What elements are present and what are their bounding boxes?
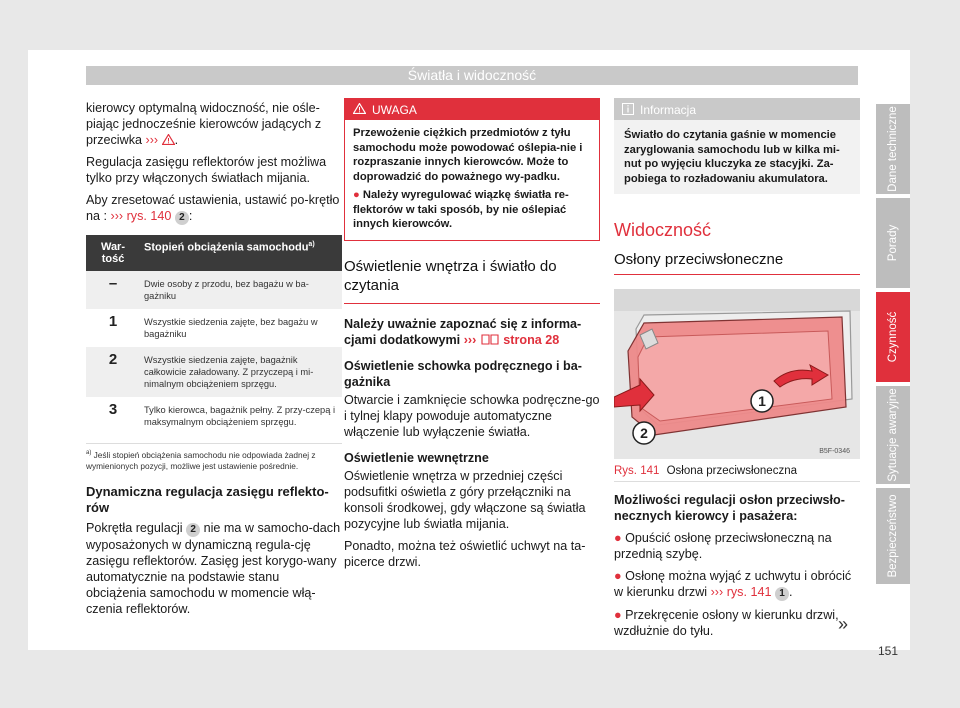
- continue-mark: »: [838, 614, 849, 634]
- callout-badge: 2: [186, 523, 200, 537]
- table-row: – Dwie osoby z przodu, bez bagażu w ba-gażniku: [86, 271, 342, 309]
- table-row: 1 Wszystkie siedzenia zajęte, bez bagażu w bagażniku: [108, 313, 318, 339]
- paragraph-interior: Oświetlenie wnętrza w przedniej części podsufitki oświetla z góry przełączniki na konsoli środkowej, gdy włączone są światła pozycyjne lub światła mijania.: [344, 468, 586, 531]
- info-icon: [622, 103, 634, 115]
- bullet-item: ● Przekręcenie osłony w kierunku drzwi, wzdłużnie do tyłu.: [614, 608, 839, 638]
- load-table: [86, 235, 342, 435]
- subsection-title: Osłony przeciwsłoneczne: [614, 251, 784, 268]
- table-header-value: War-tość: [86, 235, 140, 271]
- tab-bezpieczenstwo[interactable]: Bezpieczeństwo: [876, 488, 910, 584]
- heading-glovebox: Oświetlenie schowka podręcznego i ba-gażnika: [344, 358, 582, 389]
- chapter-title: Widoczność: [614, 220, 712, 240]
- bullet-item: ● Osłonę można wyjąć z uchwytu i obrócić w kierunku drzwi ››› rys. 141 1 .: [614, 569, 852, 599]
- table-header-desc: Stopień obciążenia samochodu$^{a)}$: [140, 235, 342, 271]
- paragraph-regulation: Regulacja zasięgu reflektorów jest możliwa tylko przy włączonych światłach mijania.: [86, 155, 327, 185]
- figure-code: B5F-0346: [819, 448, 850, 455]
- paragraph-intro: kierowcy optymalną widoczność, nie ośle-piając jednocześnie kierowców jadących z przeciwka ››› .: [86, 101, 322, 147]
- warning-box: [344, 98, 600, 241]
- tab-porady[interactable]: Porady: [876, 198, 910, 288]
- figure-link[interactable]: rys. 140: [126, 209, 172, 223]
- warning-triangle-icon: [162, 134, 175, 145]
- column-1: [86, 100, 342, 623]
- tab-dane-techniczne[interactable]: Dane techniczne: [876, 104, 910, 194]
- warning-header: UWAGA: [345, 98, 599, 120]
- page-header: Światła i widoczność: [86, 66, 858, 85]
- paragraph-glovebox: Otwarcie i zamknięcie schowka podręczne-go i tylnej klapy powoduje automatyczne włączenie lub wyłączenie światła.: [344, 392, 600, 439]
- heading-interior: Oświetlenie wewnętrzne: [344, 450, 489, 465]
- info-body: Światło do czytania gaśnie w momencie zaryglowania samochodu lub w kilka mi-nut po wyjęciu kluczyka ze stacyjki. Za-pobiega to rozładowaniu akumulatora.: [624, 129, 840, 185]
- intro-paragraph: Należy uważnie zapoznać się z informa-cjami dodatkowymi ››› strona 28: [344, 316, 582, 347]
- paragraph-reset: Aby zresetować ustawienia, ustawić po-krętło na : ››› rys. 140 2 :: [86, 193, 340, 223]
- callout-badge: 1: [775, 587, 789, 601]
- table-row: 2 Wszystkie siedzenia zajęte, bagażnik całkowicie załadowany. Z przyczepą i mi-nimalnym obciążeniem sprzęgu.: [86, 347, 342, 397]
- figure-label-2: 2: [640, 425, 648, 441]
- bullet-item: ● Opuścić osłonę przeciwsłoneczną na przednią szybę.: [614, 531, 832, 561]
- heading-dynamic-regulation: Dynamiczna regulacja zasięgu reflekto-rów: [86, 483, 329, 515]
- page-link[interactable]: strona 28: [503, 332, 560, 347]
- sun-visor-figure: [614, 289, 860, 459]
- subsection-bar: [614, 251, 860, 275]
- sun-visor-illustration: [614, 289, 860, 459]
- warning-body: Przewożenie ciężkich przedmiotów z tyłu samochodu może powodować oślepia-nie i rozpraszanie innych kierowców. Może to doprowadzić do poważnego wy-padku. ● Należy wyregulować wiązkę światła re-flektorów w taki sposób, by nie oślepiać innych kierowców.: [353, 127, 583, 230]
- column-2: [344, 98, 600, 576]
- figure-label-1: 1: [758, 393, 766, 409]
- ref-arrows: ›››: [145, 133, 159, 147]
- heading-options: Możliwości regulacji osłon przeciwsło-necznych kierowcy i pasażera:: [614, 493, 845, 523]
- paragraph-dynamic: Pokrętła regulacji 2 nie ma w samocho-dach wyposażonych w dynamiczną regula-cję zasięgu reflektorów. Zasięg jest korygo-wany automatycznie na podstawie stanu obciążenia samochodu w momencie włą-czenia reflektorów.: [86, 520, 341, 616]
- warning-triangle-icon: [353, 103, 366, 114]
- info-box: [614, 98, 860, 194]
- column-3: [614, 98, 860, 645]
- table-row: 3 Tylko kierowca, bagażnik pełny. Z przy-czepą i maksymalnym obciążeniem sprzęgu.: [108, 401, 336, 427]
- figure-link[interactable]: rys. 141: [726, 585, 772, 599]
- tab-czynnosc[interactable]: Czynność: [876, 292, 910, 382]
- info-header: Informacja: [614, 98, 860, 120]
- callout-badge: 2: [175, 211, 189, 225]
- section-title: Oświetlenie wnętrza i światło do czytania: [344, 257, 557, 294]
- paragraph-reading: Ponadto, można też oświetlić uchwyt na ta-picerce drzwi.: [344, 538, 586, 569]
- table-footnote: $^{a)}$ Jeśli stopień obciążenia samochodu nie odpowiada żadnej z wymienionych pozycji, możliwe jest ustawienie pośrednie.: [86, 443, 342, 472]
- book-icon: [480, 333, 500, 345]
- tab-sytuacje-awaryjne[interactable]: Sytuacje awaryjne: [876, 386, 910, 484]
- figure-caption: Rys. 141 Osłona przeciwsłoneczna: [614, 465, 860, 482]
- page-number: 151: [878, 644, 899, 658]
- section-title-bar: [344, 253, 600, 304]
